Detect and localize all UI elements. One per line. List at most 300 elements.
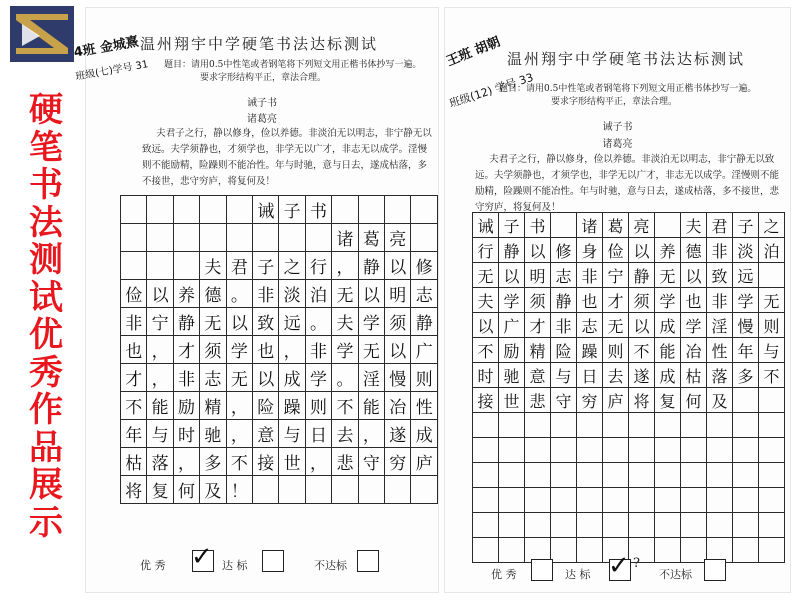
grid-cell: 无 [332, 280, 358, 308]
grid-cell: 俭 [121, 280, 147, 308]
grid-cell: 与 [147, 420, 173, 448]
grid-cell [733, 488, 759, 513]
grid-cell: 也 [121, 336, 147, 364]
grid-cell: 俭 [603, 238, 629, 263]
grid-cell: ， [147, 336, 173, 364]
grid-cell [473, 463, 499, 488]
grid-row [473, 288, 785, 313]
grid-cell: 君 [226, 252, 252, 280]
grid-cell [681, 488, 707, 513]
grid-cell: 躁 [279, 392, 305, 420]
grid-cell [173, 252, 199, 280]
grid-cell: 志 [551, 263, 577, 288]
grid-cell: 无 [200, 308, 226, 336]
grid-cell: 无 [473, 263, 499, 288]
grid-row [473, 263, 785, 288]
grid-cell: 远 [733, 263, 759, 288]
grid-cell: 须 [200, 336, 226, 364]
grid-cell: 能 [655, 338, 681, 363]
banner-char: 硬 [29, 90, 63, 130]
grid-cell: 非 [707, 238, 733, 263]
grid-cell: 励 [173, 392, 199, 420]
grade-excellent-label: 优 秀 [140, 559, 166, 572]
grid-cell [253, 224, 279, 252]
grid-cell: 非 [577, 263, 603, 288]
grid-cell [173, 224, 199, 252]
grid-cell: 励 [499, 338, 525, 363]
grid-cell [603, 438, 629, 463]
signature-sub: 班级(七)学号 31 [74, 59, 150, 83]
grid-cell: 淡 [279, 280, 305, 308]
grid-cell [707, 488, 733, 513]
grid-cell: 书 [525, 213, 551, 238]
grid-cell: 之 [279, 252, 305, 280]
grid-row [121, 448, 438, 476]
grid-cell: 子 [253, 252, 279, 280]
grid-cell [525, 413, 551, 438]
grade-excellent-label: 优 秀 [491, 568, 517, 581]
grid-cell: ， [226, 392, 252, 420]
grid-row [121, 364, 438, 392]
grid-cell: 夫 [681, 213, 707, 238]
grid-cell: 接 [253, 448, 279, 476]
grid-cell: 非 [253, 280, 279, 308]
grid-cell: 以 [525, 238, 551, 263]
grid-cell: 驰 [200, 420, 226, 448]
grid-cell: 时 [173, 420, 199, 448]
grid-cell [733, 413, 759, 438]
banner-char: 示 [29, 502, 63, 543]
banner-title [24, 92, 68, 542]
poem-title: 诫子书 [247, 98, 277, 109]
grid-cell: 泊 [759, 238, 785, 263]
grid-cell: ， [332, 252, 358, 280]
grid-cell [655, 538, 681, 563]
writing-grid [120, 195, 438, 504]
grid-cell: 宁 [603, 263, 629, 288]
grid-cell [525, 463, 551, 488]
sheet-title: 温州翔宇中学硬笔书法达标测试 [140, 35, 379, 53]
grid-cell [551, 488, 577, 513]
grid-cell [473, 413, 499, 438]
grid-cell [279, 476, 305, 504]
grid-cell: 静 [551, 288, 577, 313]
grid-cell [499, 413, 525, 438]
grid-cell: 君 [707, 213, 733, 238]
grid-cell [707, 438, 733, 463]
grid-cell: 葛 [603, 213, 629, 238]
grade-fail-box [357, 550, 379, 572]
requirement-line-1: 题目：请用0.5中性笔或者钢笔将下列短文用正楷书体抄写一遍。 [164, 60, 422, 70]
grid-cell [551, 438, 577, 463]
right-test-sheet [445, 8, 790, 592]
poem-author: 诸葛亮 [602, 139, 633, 150]
grid-cell: 不 [121, 392, 147, 420]
grid-cell [681, 413, 707, 438]
grid-cell [473, 438, 499, 463]
grade-fail-label: 不达标 [659, 568, 692, 581]
grade-fail-label: 不达标 [314, 559, 347, 572]
grid-cell [603, 413, 629, 438]
grid-cell [655, 488, 681, 513]
grid-cell: 落 [707, 363, 733, 388]
grid-cell [551, 538, 577, 563]
grid-cell: 以 [226, 308, 252, 336]
grid-cell: 泊 [305, 280, 331, 308]
logo-icon [10, 6, 74, 62]
grid-cell: 之 [759, 213, 785, 238]
grid-cell: 不 [629, 338, 655, 363]
banner-char: 笔 [29, 127, 63, 168]
grid-cell [525, 488, 551, 513]
grid-row [473, 363, 785, 388]
grid-cell [358, 196, 384, 224]
grid-cell: 诫 [253, 196, 279, 224]
grid-cell: 以 [385, 336, 411, 364]
grid-cell [681, 463, 707, 488]
banner-char: 测 [29, 240, 63, 280]
grid-cell: 不 [473, 338, 499, 363]
grid-cell [200, 224, 226, 252]
grid-cell: 致 [707, 263, 733, 288]
grid-cell: 静 [499, 238, 525, 263]
grid-cell: 非 [121, 308, 147, 336]
grid-cell: 才 [121, 364, 147, 392]
grid-cell: 静 [173, 308, 199, 336]
grid-row [473, 438, 785, 463]
printed-passage: 夫君子之行，静以修身，俭以养德。非淡泊无以明志，非宁静无以致远。夫学须静也，才须学也，非学无以广才，非志无以成学。淫慢则不能励精，险躁则不能冶性。年与时驰，意与日去，遂成枯落，多不接世，悲守穷庐，将复何及！ [475, 154, 780, 213]
grid-cell: 非 [551, 313, 577, 338]
grid-cell [655, 213, 681, 238]
grid-cell: 以 [473, 313, 499, 338]
grid-cell: 以 [385, 252, 411, 280]
grid-cell: 远 [279, 308, 305, 336]
grid-cell: 明 [385, 280, 411, 308]
grid-cell: 与 [759, 338, 785, 363]
grid-cell: 学 [226, 336, 252, 364]
check-question-note: ? [633, 556, 640, 571]
grid-row [473, 413, 785, 438]
grid-cell [577, 463, 603, 488]
grid-cell: 险 [551, 338, 577, 363]
grid-cell: ， [305, 448, 331, 476]
grid-cell: 性 [707, 338, 733, 363]
grid-cell [577, 513, 603, 538]
grid-row [473, 388, 785, 413]
grid-cell: 以 [681, 263, 707, 288]
grid-row [473, 238, 785, 263]
grid-cell: 成 [279, 364, 305, 392]
grid-cell: 修 [551, 238, 577, 263]
grid-cell [707, 513, 733, 538]
grid-cell [147, 196, 173, 224]
grid-cell: 以 [629, 238, 655, 263]
grid-cell: 不 [332, 392, 358, 420]
grid-cell: 精 [525, 338, 551, 363]
grid-cell: 接 [473, 388, 499, 413]
grid-cell: 年 [121, 420, 147, 448]
grid-cell [603, 488, 629, 513]
grid-cell: 须 [629, 288, 655, 313]
grid-cell: ， [279, 336, 305, 364]
grade-pass-label: 达 标 [565, 568, 591, 581]
grid-cell [226, 224, 252, 252]
grid-cell [629, 488, 655, 513]
grid-cell: 宁 [147, 308, 173, 336]
grade-fail-box [704, 559, 726, 581]
grid-cell: 才 [173, 336, 199, 364]
grid-cell: 去 [332, 420, 358, 448]
grid-cell [733, 388, 759, 413]
grid-cell: 。 [226, 280, 252, 308]
grid-cell [759, 413, 785, 438]
grid-cell: 无 [358, 336, 384, 364]
grid-row [121, 336, 438, 364]
grid-cell: 夫 [332, 308, 358, 336]
grid-cell: 也 [253, 336, 279, 364]
grid-cell [629, 413, 655, 438]
grid-cell: 子 [733, 213, 759, 238]
grid-row [121, 420, 438, 448]
grid-cell: 精 [200, 392, 226, 420]
grade-pass-label: 达 标 [222, 559, 248, 572]
grid-cell: ！ [226, 476, 252, 504]
grid-cell: 年 [733, 338, 759, 363]
grid-cell [121, 252, 147, 280]
grid-cell: 及 [707, 388, 733, 413]
grid-cell: 及 [200, 476, 226, 504]
grid-cell [473, 513, 499, 538]
grid-cell [253, 476, 279, 504]
grid-cell: 守 [358, 448, 384, 476]
grid-cell: 穷 [385, 448, 411, 476]
grid-cell: 学 [681, 313, 707, 338]
writing-grid [472, 212, 785, 563]
grid-cell [332, 476, 358, 504]
grade-excellent-box [531, 559, 553, 581]
poem-author: 诸葛亮 [247, 114, 277, 125]
grid-cell: 身 [577, 238, 603, 263]
grid-cell: 养 [173, 280, 199, 308]
grid-cell [629, 463, 655, 488]
grid-cell [411, 224, 438, 252]
grid-cell: 。 [332, 364, 358, 392]
grid-cell: 以 [629, 313, 655, 338]
grid-cell: 意 [253, 420, 279, 448]
grid-cell: 也 [681, 288, 707, 313]
grid-cell [629, 438, 655, 463]
grid-cell [655, 413, 681, 438]
grid-cell: 志 [200, 364, 226, 392]
grid-cell: 静 [629, 263, 655, 288]
grid-cell: 枯 [681, 363, 707, 388]
grid-cell [499, 438, 525, 463]
grid-cell: 静 [411, 308, 438, 336]
grid-cell [551, 513, 577, 538]
grid-cell [655, 513, 681, 538]
grid-cell [358, 476, 384, 504]
poem-title: 诫子书 [602, 122, 633, 133]
grid-cell: 冶 [385, 392, 411, 420]
grid-cell [681, 513, 707, 538]
grid-cell: 以 [253, 364, 279, 392]
grid-cell: 日 [577, 363, 603, 388]
grid-cell [551, 213, 577, 238]
grid-row [473, 463, 785, 488]
grid-cell: 行 [305, 252, 331, 280]
grid-cell [200, 196, 226, 224]
grid-row [473, 488, 785, 513]
grid-cell: 将 [629, 388, 655, 413]
grid-cell [577, 488, 603, 513]
grid-cell: 将 [121, 476, 147, 504]
grid-cell: 德 [200, 280, 226, 308]
banner-char: 秀 [29, 352, 63, 393]
grid-cell: 修 [411, 252, 438, 280]
grid-cell: 才 [525, 313, 551, 338]
grid-cell [305, 224, 331, 252]
grid-cell: 意 [525, 363, 551, 388]
requirement-line-2: 要求字形结构平正，章法合理。 [551, 97, 678, 107]
grid-cell: 以 [147, 280, 173, 308]
check-mark-icon: ✓ [608, 551, 630, 581]
grid-cell: 志 [577, 313, 603, 338]
grid-cell: 明 [525, 263, 551, 288]
banner-char: 书 [29, 165, 63, 205]
grid-cell [603, 513, 629, 538]
grid-cell: 何 [173, 476, 199, 504]
grid-row [473, 513, 785, 538]
grid-cell [759, 263, 785, 288]
banner-char: 优 [29, 315, 63, 355]
grid-cell: 亮 [385, 224, 411, 252]
grid-cell [525, 513, 551, 538]
signature-top: 王班 胡朝 [444, 34, 503, 70]
grid-cell [473, 538, 499, 563]
grid-cell: 学 [358, 308, 384, 336]
grid-cell [707, 413, 733, 438]
grid-cell [759, 538, 785, 563]
grid-cell [759, 488, 785, 513]
grid-cell: 须 [385, 308, 411, 336]
grid-cell: 多 [200, 448, 226, 476]
grid-cell: 学 [655, 288, 681, 313]
grid-cell [655, 463, 681, 488]
grid-cell: 广 [499, 313, 525, 338]
grid-cell: 则 [759, 313, 785, 338]
grid-cell [332, 196, 358, 224]
grid-cell [173, 196, 199, 224]
grid-cell: 子 [279, 196, 305, 224]
grid-cell: 书 [305, 196, 331, 224]
grid-cell: 也 [577, 288, 603, 313]
grid-cell [411, 476, 438, 504]
grid-cell: 躁 [577, 338, 603, 363]
grid-cell: 学 [305, 364, 331, 392]
grid-cell: 世 [279, 448, 305, 476]
banner-char: 试 [29, 277, 63, 318]
requirement-line-1: 题目：请用0.5中性笔或者钢笔将下列短文用正楷书体抄写一遍。 [499, 84, 757, 94]
grid-cell: 诫 [473, 213, 499, 238]
grid-cell: 淫 [707, 313, 733, 338]
grid-cell: 夫 [473, 288, 499, 313]
grid-cell [499, 538, 525, 563]
grid-row [473, 313, 785, 338]
grid-cell: 无 [603, 313, 629, 338]
grid-cell: 无 [655, 263, 681, 288]
grid-cell: 与 [551, 363, 577, 388]
grid-cell: 守 [551, 388, 577, 413]
grid-cell: 诸 [332, 224, 358, 252]
grid-cell: 淡 [733, 238, 759, 263]
grid-cell: 非 [707, 288, 733, 313]
grid-row [121, 252, 438, 280]
printed-passage: 夫君子之行，静以修身，俭以养德。非淡泊无以明志，非宁静无以致远。夫学须静也，才须学也，非学无以广才，非志无以成学。淫慢则不能励精，险躁则不能冶性。年与时驰，意与日去，遂成枯落，多不接世，悲守穷庐，将复何及！ [142, 128, 432, 187]
grid-cell: 能 [147, 392, 173, 420]
grid-cell: 性 [411, 392, 438, 420]
grid-cell: 淫 [358, 364, 384, 392]
grid-cell: 致 [253, 308, 279, 336]
grid-cell: 遂 [385, 420, 411, 448]
grid-cell: 非 [173, 364, 199, 392]
grid-cell [733, 463, 759, 488]
grid-cell: 复 [147, 476, 173, 504]
grid-cell: 须 [525, 288, 551, 313]
grid-cell: 成 [655, 363, 681, 388]
grid-cell [759, 438, 785, 463]
grid-cell: 广 [411, 336, 438, 364]
grid-cell: 与 [279, 420, 305, 448]
grid-cell [385, 476, 411, 504]
grid-cell [577, 413, 603, 438]
grid-cell: 学 [499, 288, 525, 313]
grid-cell: 穷 [577, 388, 603, 413]
grid-cell [499, 488, 525, 513]
grid-cell [733, 438, 759, 463]
grid-cell: 夫 [200, 252, 226, 280]
grid-cell [305, 476, 331, 504]
grid-cell [147, 252, 173, 280]
grid-cell: 多 [733, 363, 759, 388]
grid-cell [473, 488, 499, 513]
grid-cell: 何 [681, 388, 707, 413]
grid-row [121, 476, 438, 504]
banner-char: 作 [29, 390, 63, 430]
grid-cell [577, 538, 603, 563]
grid-cell: 冶 [681, 338, 707, 363]
grid-cell [525, 438, 551, 463]
grid-cell: 驰 [499, 363, 525, 388]
grid-cell: 学 [332, 336, 358, 364]
grid-cell: 日 [305, 420, 331, 448]
grid-cell: 慢 [385, 364, 411, 392]
grid-cell: 非 [305, 336, 331, 364]
grid-cell [759, 388, 785, 413]
grid-cell: 落 [147, 448, 173, 476]
grid-cell [629, 513, 655, 538]
grid-cell: 才 [603, 288, 629, 313]
requirement-line-2: 要求字形结构平正，章法合理。 [200, 73, 327, 83]
grid-cell: ， [226, 420, 252, 448]
grid-cell: 亮 [629, 213, 655, 238]
grid-cell [499, 463, 525, 488]
grid-cell: 复 [655, 388, 681, 413]
requirement-text [164, 59, 432, 85]
grid-cell: 时 [473, 363, 499, 388]
signature-top: 4班 金城熹 [72, 34, 140, 61]
grid-cell [733, 513, 759, 538]
grid-cell: 庐 [603, 388, 629, 413]
